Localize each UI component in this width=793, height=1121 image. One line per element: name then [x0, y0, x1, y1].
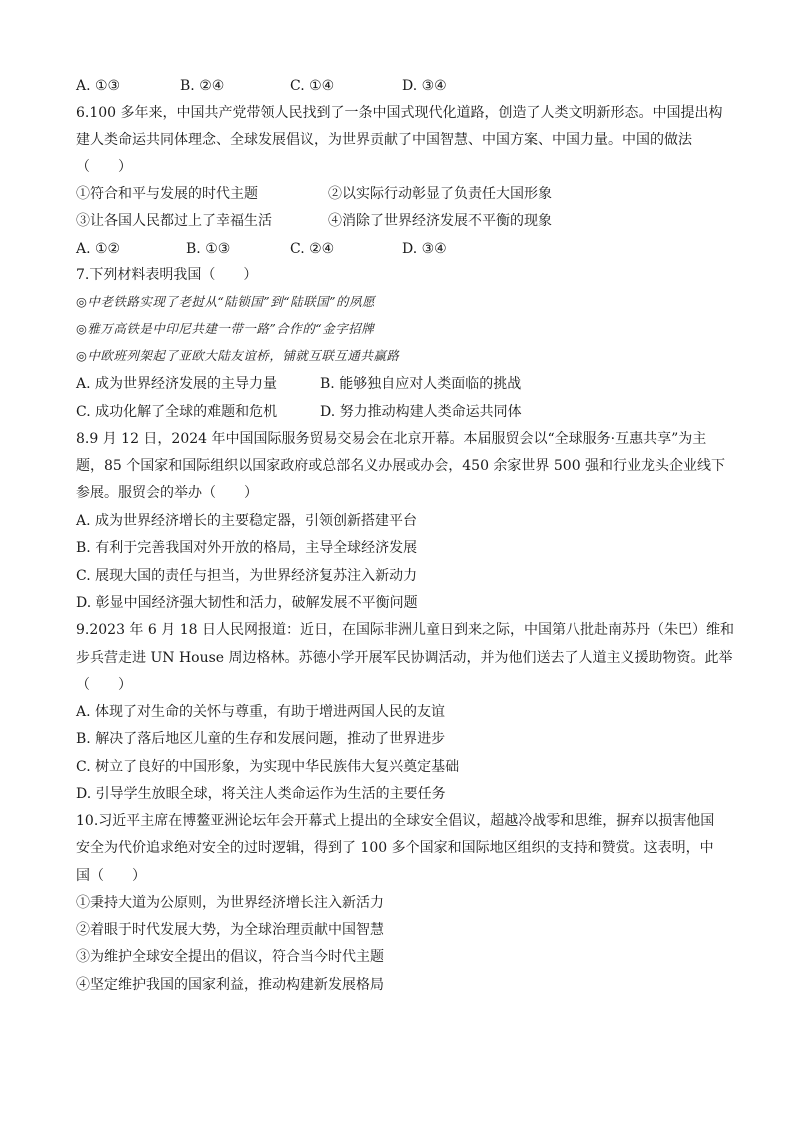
q10-statement-3: ③为维护全球安全提出的倡议，符合当今时代主题 [76, 949, 384, 965]
q6-statement-4: ④消除了世界经济发展不平衡的现象 [328, 213, 552, 229]
q8-stem-line-3: 参展。服贸会的举办（ ） [76, 485, 258, 501]
q6-answer-blank: （ ） [76, 159, 132, 175]
q6-statement-2: ②以实际行动彰显了负责任大国形象 [328, 186, 552, 202]
q9-stem-line-2: 步兵营走进 UN House 周边格林。苏德小学开展军民协调活动，并为他们送去了人道主义援助物资。此举 [76, 650, 733, 666]
q7-option-d: D. 努力推动构建人类命运共同体 [320, 404, 522, 420]
q9-stem-line-1: 9.2023 年 6 月 18 日人民网报道：近日，在国际非洲儿童日到来之际，中国第八批赴南苏丹（朱巴）维和 [76, 622, 734, 638]
q10-statement-2: ②着眼于时代发展大势，为全球治理贡献中国智慧 [76, 922, 384, 938]
q8-option-c: C. 展现大国的责任与担当，为世界经济复苏注入新动力 [76, 568, 418, 584]
q6-option-a: A. ①② [76, 241, 121, 257]
q7-material-2: ◎雅万高铁是中印尼共建一带一路”合作的“金字招牌 [76, 321, 375, 336]
q8-stem-line-1: 8.9 月 12 日，2024 年中国国际服务贸易交易会在北京开幕。本届服贸会以“全球服务·互惠共享”为主 [76, 431, 707, 447]
q6-option-d: D. ③④ [402, 241, 447, 257]
q7-material-3: ◎中欧班列架起了亚欧大陆友谊桥，铺就互联互通共赢路 [76, 348, 400, 363]
q9-option-b: B. 解决了落后地区儿童的生存和发展问题，推动了世界进步 [76, 731, 446, 747]
q6-stem-line-2: 建人类命运共同体理念、全球发展倡议，为世界贡献了中国智慧、中国方案、中国力量。中国的做法 [76, 132, 692, 148]
q5-option-b: B. ②④ [180, 78, 225, 94]
q7-option-c: C. 成功化解了全球的难题和危机 [76, 404, 278, 420]
q6-statement-1: ①符合和平与发展的时代主题 [76, 186, 258, 202]
q6-option-c: C. ②④ [290, 241, 335, 257]
q10-statement-1: ①秉持大道为公原则，为世界经济增长注入新活力 [76, 895, 384, 911]
q9-option-a: A. 体现了对生命的关怀与尊重，有助于增进两国人民的友谊 [76, 704, 446, 720]
q8-option-d: D. 彰显中国经济强大韧性和活力，破解发展不平衡问题 [76, 595, 418, 611]
q8-option-a: A. 成为世界经济增长的主要稳定器，引领创新搭建平台 [76, 513, 418, 529]
q5-option-c: C. ①④ [290, 78, 335, 94]
q5-option-d: D. ③④ [402, 78, 447, 94]
q10-statement-4: ④坚定维护我国的国家利益，推动构建新发展格局 [76, 977, 384, 993]
q6-statement-3: ③让各国人民都过上了幸福生活 [76, 213, 272, 229]
q5-option-a: A. ①③ [76, 78, 121, 94]
q7-material-1: ◎中老铁路实现了老挝从“陆锁国”到“陆联国”的夙愿 [76, 294, 375, 309]
q10-stem-line-3: 国（ ） [76, 868, 146, 884]
q8-stem-line-2: 题，85 个国家和国际组织以国家政府或总部名义办展或办会，450 余家世界 500 强和行业龙头企业线下 [76, 458, 726, 474]
q7-option-b: B. 能够独自应对人类面临的挑战 [320, 376, 522, 392]
q10-stem-line-2: 安全为代价追求绝对安全的过时逻辑，得到了 100 多个国家和国际地区组织的支持和赞赏。这表明，中 [76, 840, 714, 856]
q7-stem: 7.下列材料表明我国（ ） [76, 267, 258, 283]
q8-option-b: B. 有利于完善我国对外开放的格局，主导全球经济发展 [76, 540, 418, 556]
q10-stem-line-1: 10.习近平主席在博鳌亚洲论坛年会开幕式上提出的全球安全倡议，超越冷战零和思维，摒弃以损害他国 [76, 813, 715, 829]
q9-option-d: D. 引导学生放眼全球，将关注人类命运作为生活的主要任务 [76, 786, 446, 802]
q9-answer-blank: （ ） [76, 677, 132, 693]
q9-option-c: C. 树立了良好的中国形象，为实现中华民族伟大复兴奠定基础 [76, 759, 460, 775]
q7-option-a: A. 成为世界经济发展的主导力量 [76, 376, 278, 392]
q6-option-b: B. ①③ [186, 241, 231, 257]
q6-stem-line-1: 6.100 多年来，中国共产党带领人民找到了一条中国式现代化道路，创造了人类文明新形态。中国提出构 [76, 105, 723, 121]
